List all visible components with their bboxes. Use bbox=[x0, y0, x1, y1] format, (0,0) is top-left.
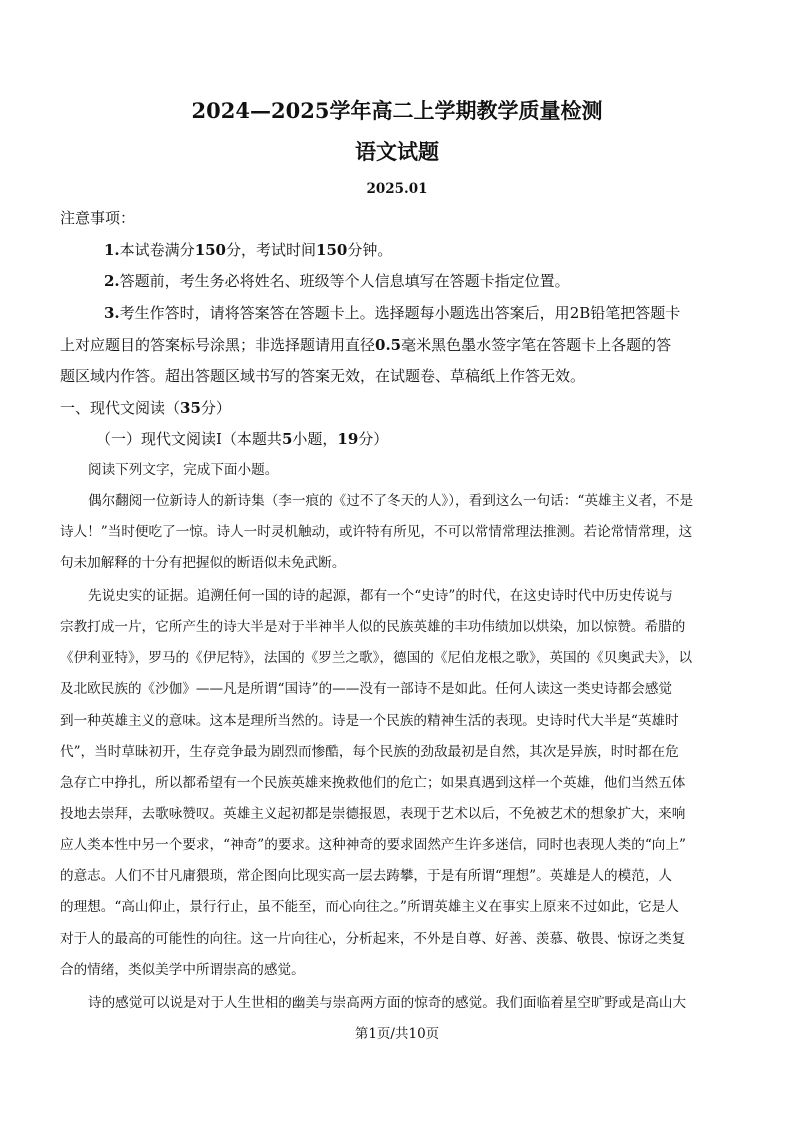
section-heading bbox=[0, 397, 794, 419]
passage-line: 先说史实的证据。追溯任何一国的诗的起源，都有一个“史诗”的时代，在这史诗时代中历史传说与 bbox=[88, 588, 673, 604]
exam-date: 2025.01 bbox=[366, 181, 428, 197]
reading-instruction: 阅读下列文字，完成下面小题。 bbox=[88, 462, 279, 478]
footer-b: 页/共 bbox=[376, 1026, 409, 1042]
notice-item-3-line-3: 题区域内作答。超出答题区域书写的答案无效，在试题卷、草稿纸上作答无效。 bbox=[60, 367, 586, 385]
notice-item-3-line-2 bbox=[0, 334, 794, 356]
exam-title: 2024—2025学年高二上学期教学质量检测 bbox=[191, 98, 603, 123]
footer-page: 1 bbox=[368, 1026, 377, 1042]
passage-line: 投地去崇拜，去歌咏赞叹。英雄主义起初都是崇德报恩，表现于艺术以后，不免被艺术的想象扩大，来响 bbox=[60, 806, 686, 822]
subsection-heading-a: （一）现代文阅读Ⅰ（本题共 bbox=[96, 430, 282, 448]
notice-3-pen-size: 0.5 bbox=[375, 336, 402, 354]
notice-1-score: 150 bbox=[194, 241, 226, 259]
subsection-count: 5 bbox=[281, 430, 293, 448]
notice-2-text: 答题前，考生务必将姓名、班级等个人信息填写在答题卡指定位置。 bbox=[119, 272, 570, 290]
passage-line: 到一种英雄主义的意味。这本是理所当然的。诗是一个民族的精神生活的表现。史诗时代大半是“英雄时 bbox=[60, 713, 679, 729]
passage-line: 代”，当时草昧初开，生存竞争最为剧烈而惨酷，每个民族的劲敌最初是自然，其次是异族，时时都在危 bbox=[60, 744, 679, 760]
passage-line: 的意志。人们不甘凡庸猥琐，常企图向比现实高一层去踌攀，于是有所谓“理想”。英雄是人的模范，人 bbox=[60, 868, 673, 884]
footer-c: 页 bbox=[425, 1026, 440, 1042]
notice-1-text-a: 本试卷满分 bbox=[119, 241, 195, 259]
footer-total: 10 bbox=[408, 1026, 426, 1042]
notice-heading: 注意事项： bbox=[60, 209, 136, 227]
passage-line: 宗教打成一片，它所产生的诗大半是对于半神半人似的民族英雄的丰功伟绩加以烘染，加以惊赞。希腊的 bbox=[60, 619, 686, 635]
notice-item-2 bbox=[0, 270, 794, 292]
notice-2-number: 2. bbox=[104, 272, 120, 290]
passage-line: 的理想。“高山仰止，景行行止，虽不能至，而心向往之。”所谓英雄主义在事实上原来不过如此，它是人 bbox=[60, 899, 679, 915]
passage-line: 诗人！”当时便吃了一惊。诗人一时灵机触动，或许特有所见，不可以常情常理法推测。若论常情常理，这 bbox=[60, 524, 693, 540]
notice-1-number: 1. bbox=[104, 241, 120, 259]
passage-line: 《伊利亚特》，罗马的《伊尼特》，法国的《罗兰之歌》，德国的《尼伯龙根之歌》，英国的《贝奥武夫》，以 bbox=[60, 650, 693, 666]
passage-line: 对于人的最高的可能性的向往。这一片向往心，分析起来，不外是自尊、好善、羡慕、敬畏、惊讶之类复 bbox=[60, 931, 686, 947]
notice-1-time: 150 bbox=[316, 241, 348, 259]
notice-3-pencil: 2B bbox=[569, 304, 591, 322]
footer-a: 第 bbox=[354, 1026, 369, 1042]
passage-line: 合的情绪，类似美学中所谓崇高的感觉。 bbox=[60, 962, 305, 978]
subsection-score: 19 bbox=[337, 430, 359, 448]
subsection-heading-c: 分） bbox=[358, 430, 389, 448]
notice-3-number: 3. bbox=[104, 304, 120, 322]
notice-item-1 bbox=[0, 239, 794, 261]
page-number bbox=[0, 1025, 794, 1043]
section-heading-b: 分） bbox=[200, 399, 231, 417]
passage-line: 偶尔翻阅一位新诗人的新诗集（李一痕的《过不了冬天的人》），看到这么一句话：“英雄主义者，不是 bbox=[88, 493, 694, 509]
notice-1-text-c: 分钟。 bbox=[347, 241, 393, 259]
passage-line: 诗的感觉可以说是对于人生世相的幽美与崇高两方面的惊奇的感觉。我们面临着星空旷野或是高山大 bbox=[88, 995, 687, 1011]
subsection-heading bbox=[0, 428, 794, 450]
subject-title: 语文试题 bbox=[355, 139, 439, 164]
section-heading-a: 一、现代文阅读（ bbox=[60, 399, 181, 417]
passage-line: 句未加解释的十分有把握似的断语似未免武断。 bbox=[60, 555, 346, 571]
notice-item-3-line-1 bbox=[0, 302, 794, 324]
passage-line: 急存亡中挣扎，所以都希望有一个民族英雄来挽救他们的危亡；如果真遇到这样一个英雄，他们当然五体 bbox=[60, 775, 686, 791]
passage-line: 应人类本性中另一个要求，“神奇”的要求。这种神奇的要求固然产生许多迷信，同时也表现人类的“向上” bbox=[60, 837, 686, 853]
notice-3-text-d: 毫米黑色墨水签字笔在答题卡上各题的答 bbox=[401, 336, 672, 354]
notice-3-text-c: 上对应题目的答案标号涂黑；非选择题请用直径 bbox=[60, 336, 376, 354]
notice-3-text-b: 铅笔把答题卡 bbox=[590, 304, 681, 322]
notice-1-text-b: 分，考试时间 bbox=[226, 241, 317, 259]
subsection-heading-b: 小题， bbox=[292, 430, 338, 448]
passage-line: 及北欧民族的《沙伽》——凡是所谓“国诗”的——没有一部诗不是如此。任何人读这一类史诗都会感觉 bbox=[60, 681, 673, 697]
section-score: 35 bbox=[180, 399, 201, 417]
notice-3-text-a: 考生作答时，请将答案答在答题卡上。选择题每小题选出答案后，用 bbox=[119, 304, 570, 322]
